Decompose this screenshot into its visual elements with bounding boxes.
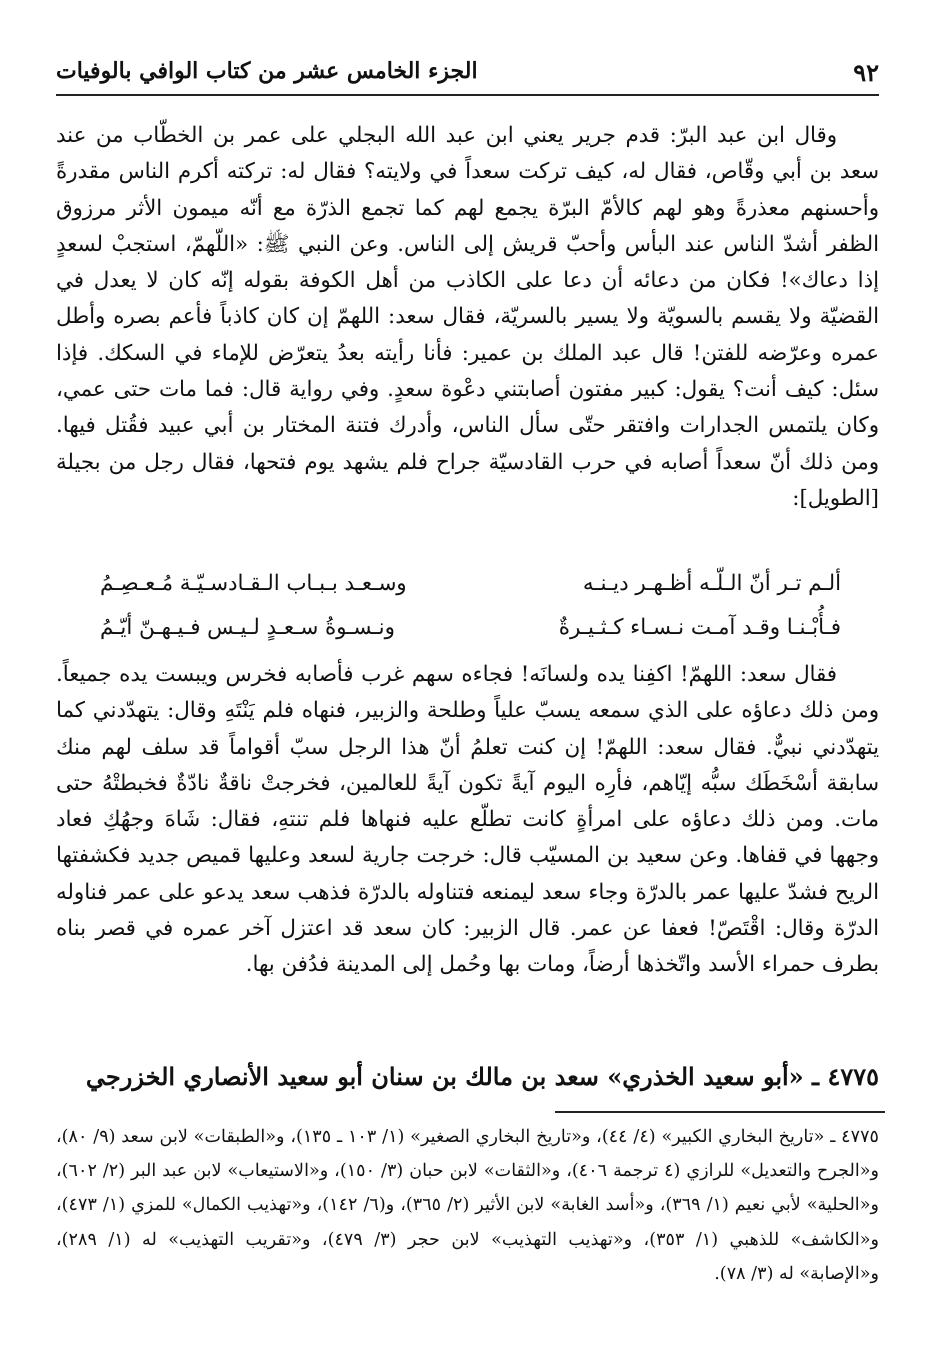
- footnote: ٤٧٧٥ ـ «تاريخ البخاري الكبير» (٤/ ٤٤)، و«تاريخ البخاري الصغير» (١/ ١٠٣ ـ ١٣٥)، و«الطبقات» لابن سعد (٩/ ٨٠)، و«الجرح والتعديل» للرازي (٤ ترجمة ٤٠٦)، و«الثقات» لابن حبان (٣/ ١٥٠)، و«الاستيعاب» لابن عبد البر (٢/ ٦٠٢)، و«الحلية» لأبي نعيم (١/ ٣٦٩)، و«أسد الغابة» لابن الأثير (٢/ ٣٦٥)، و(٦/ ١٤٢)، و«تهذيب الكمال» للمزي (١/ ٤٧٣)، و«الكاشف» للذهبي (١/ ٣٥٣)، و«تهذيب التهذيب» لابن حجر (٣/ ٤٧٩)، و«تقريب التهذيب» له (١/ ٢٨٩)، و«الإصابة» له (٣/ ٧٨).: [56, 1127, 879, 1284]
- main-text: [56, 118, 879, 517]
- verse-line: [100, 606, 841, 650]
- hemistich: فـأُبْـنـا وقـد آمـت نـسـاء كـثـيـرةٌ: [558, 615, 841, 640]
- page-header: [56, 44, 879, 96]
- footnote-divider: [555, 1111, 885, 1113]
- verse-line: [100, 562, 841, 606]
- hemistich: ونـسـوةُ سـعـدٍ لـيـس فـيـهـنّ أيّـمُ: [100, 615, 395, 640]
- hemistich: ألـم تـر أنّ الـلّـه أظـهـر ديـنـه: [582, 571, 841, 596]
- paragraph: فقال سعد: اللهمّ! اكفِنا يده ولسانَه! فجاءه سهم غرب فأصابه فخرس ويبست يده جميعاً. ومن ذلك دعاؤه على الذي سمعه يسبّ علياً وطلحة والزبير، فنهاه فلم يَنْتَهِ وقال: يتهدّدني كما يتهدّدني نبيٌّ. فقال سعد: اللهمّ! إن كنت تعلمُ أنّ هذا الرجل سبّ أقواماً قد سلف لهم منك سابقة أسْخَطَك سبُّه إيّاهم، فأرِه اليوم آيةً تكون آيةً للعالمين، فخرجتْ ناقةٌ نادّةٌ فخبطتْهُ حتى مات. ومن ذلك دعاؤه على امرأةٍ كانت تطلّع عليه فنهاها فلم تنتهِ، فقال: شَاهَ وجهُكِ فعاد وجهها في قفاها. وعن سعيد بن المسيّب قال: خرجت جارية لسعد وعليها قميص جديد فكشفتها الريح فشدّ عليها عمر بالدرّة وجاء سعد ليمنعه فتناوله بالدرّة فذهب سعد يدعو على عمر فناوله الدرّة وقال: اقْتَصّ! فعفا عن عمر. قال الزبير: كان سعد قد اعتزل آخر عمره في قصر بناه بطرف حمراء الأسد واتّخذها أرضاً، ومات بها وحُمل إلى المدينة فدُفن بها.: [56, 662, 879, 978]
- poem: [100, 562, 841, 650]
- main-text-continued: [56, 657, 879, 984]
- entry-heading: ٤٧٧٥ ـ «أبو سعيد الخذري» سعد بن مالك بن سنان أبو سعيد الأنصاري الخزرجي: [85, 1062, 879, 1091]
- hemistich: وسـعـد بـبـاب الـقـادسـيّـة مُـعـصِـمُ: [100, 571, 407, 596]
- paragraph: وقال ابن عبد البرّ: قدم جرير يعني ابن عبد الله البجلي على عمر بن الخطّاب من عند سعد بن أبي وقّاص، فقال له، كيف تركت سعداً في ولايته؟ فقال له: تركته أكرم الناس مقدرةً وأحسنهم معذرةً وهو لهم كالأمّ البرّة يجمع لهم كما تجمع الذرّة مع أنّه ميمون الأثر مرزوق الظفر أشدّ الناس عند البأس وأحبّ قريش إلى الناس. وعن النبي ﷺ: «اللّهمّ، استجبْ لسعدٍ إذا دعاك»! فكان من دعائه أن دعا على الكاذب من أهل الكوفة بقوله إنّه كان لا يعدل في القضيّة ولا يقسم بالسويّة ولا يسير بالسريّة، فقال سعد: اللهمّ إن كان كاذباً فأعم بصره وأطل عمره وعرّضه للفتن! قال عبد الملك بن عمير: فأنا رأيته بعدُ يتعرّض للإماء في السكك. فإذا سئل: كيف أنت؟ يقول: كبير مفتون أصابتني دعْوة سعدٍ. وفي رواية قال: فما مات حتى عمي، وكان يلتمس الجدارات وافتقر حتّى سأل الناس، وأدرك فتنة المختار بن أبي عبيد فقُتل فيها. ومن ذلك أنّ سعداً أصابه في حرب القادسيّة جراح فلم يشهد يوم فتحها، فقال رجل من بجيلة [الطويل]:: [56, 123, 879, 511]
- running-title: الجزء الخامس عشر من كتاب الوافي بالوفيات: [56, 58, 478, 84]
- footnotes: [56, 1120, 879, 1291]
- page-number: ٩٢: [853, 58, 879, 87]
